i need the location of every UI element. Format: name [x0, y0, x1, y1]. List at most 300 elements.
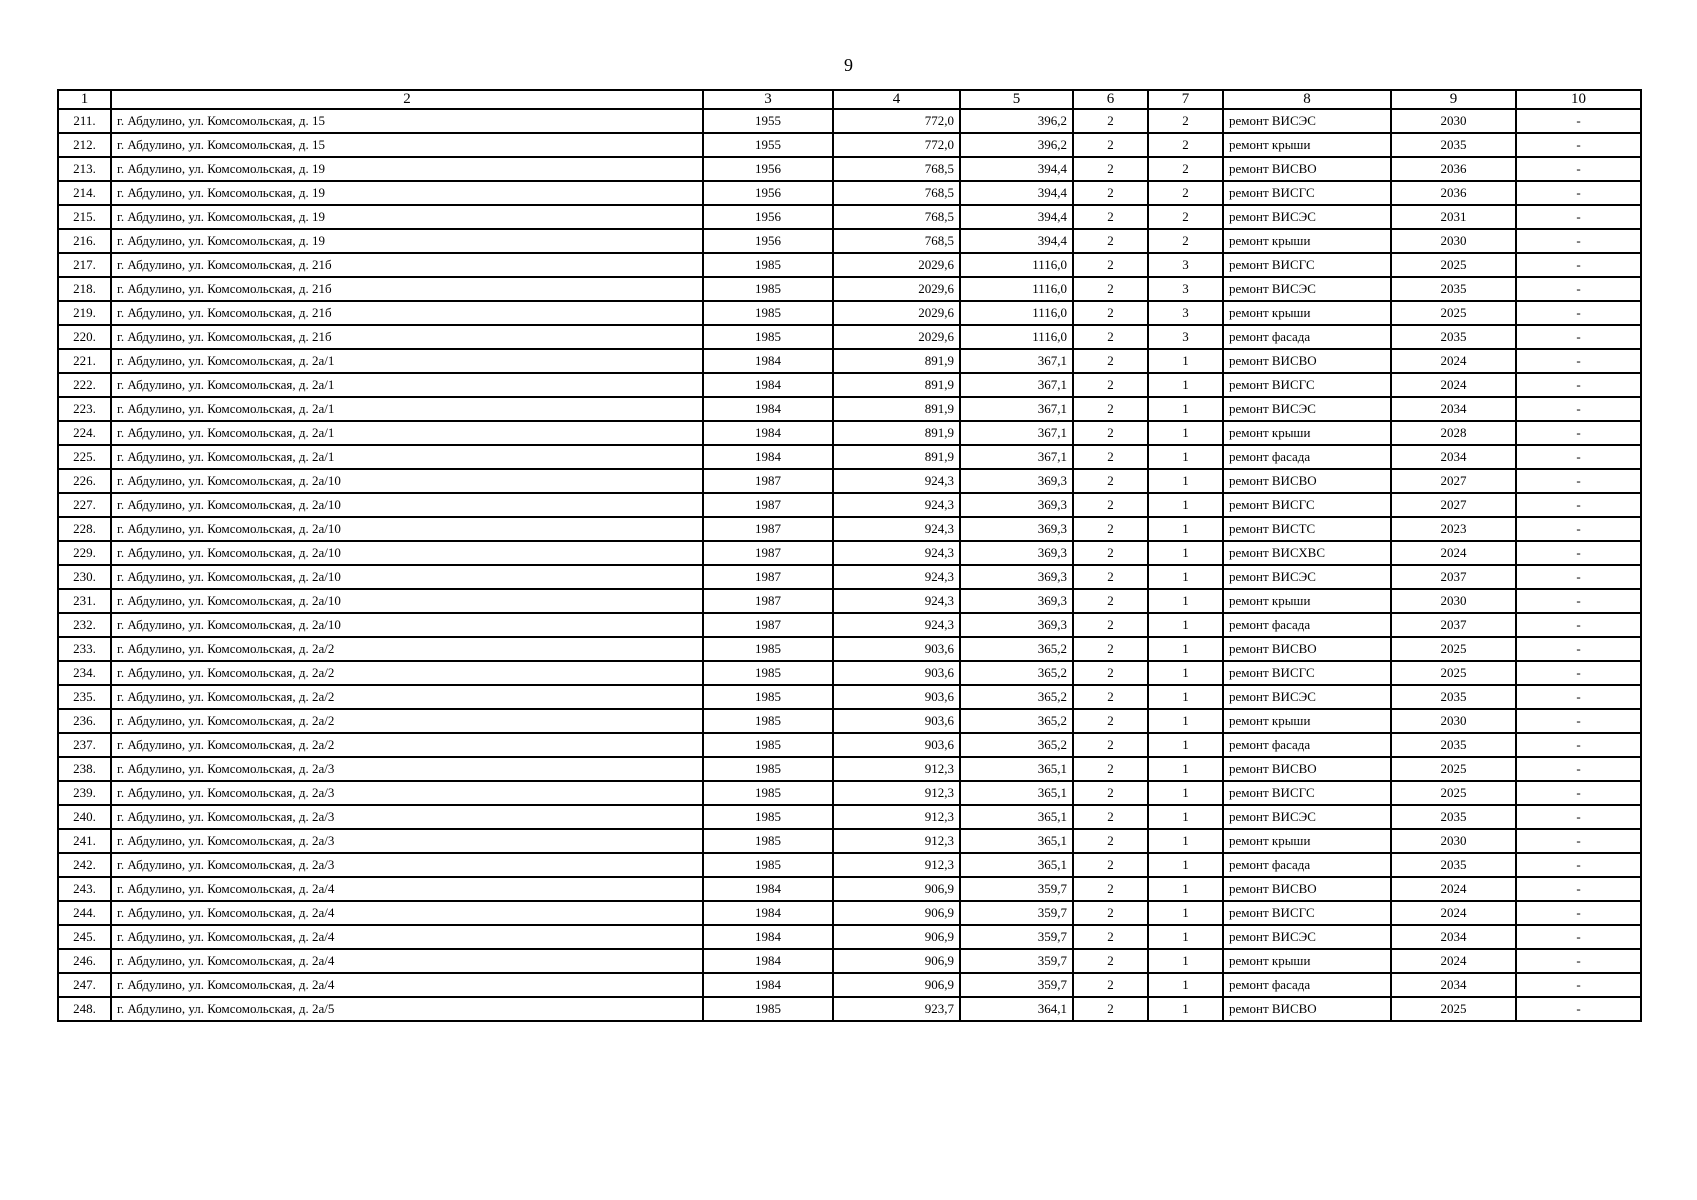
col-planned-year-cell: 2030 [1391, 109, 1516, 133]
col-value-7-cell: 2 [1148, 205, 1223, 229]
table-row [58, 469, 1641, 493]
col-work-type-cell: ремонт ВИСЭС [1223, 277, 1391, 301]
col-number-cell: 230. [58, 565, 111, 589]
col-value-7-cell: 2 [1148, 133, 1223, 157]
col-number-cell: 220. [58, 325, 111, 349]
col-number-cell: 211. [58, 109, 111, 133]
col-work-type-cell: ремонт ВИСЭС [1223, 109, 1391, 133]
col-planned-year-cell: 2037 [1391, 565, 1516, 589]
col-value-6-cell: 2 [1073, 301, 1148, 325]
col-value-6-cell: 2 [1073, 757, 1148, 781]
col-value-6-cell: 2 [1073, 853, 1148, 877]
col-planned-year-cell: 2023 [1391, 517, 1516, 541]
col-value-6-cell: 2 [1073, 925, 1148, 949]
table-row [58, 133, 1641, 157]
table-row [58, 445, 1641, 469]
table-row [58, 901, 1641, 925]
table-row [58, 325, 1641, 349]
col-planned-year-cell: 2025 [1391, 637, 1516, 661]
col-work-type-cell: ремонт ВИСВО [1223, 877, 1391, 901]
col-living-area-cell: 369,3 [960, 613, 1073, 637]
col-total-area-cell: 912,3 [833, 829, 960, 853]
col-year-cell: 1985 [703, 253, 833, 277]
table-row [58, 109, 1641, 133]
table-row [58, 661, 1641, 685]
col-value-7-cell: 1 [1148, 853, 1223, 877]
col-value-7-cell: 1 [1148, 757, 1223, 781]
col-number-cell: 238. [58, 757, 111, 781]
col-work-type-cell: ремонт ВИСЭС [1223, 565, 1391, 589]
col-address-cell: г. Абдулино, ул. Комсомольская, д. 2а/4 [111, 901, 703, 925]
col-address-cell: г. Абдулино, ул. Комсомольская, д. 2а/10 [111, 613, 703, 637]
col-living-area-cell: 1116,0 [960, 253, 1073, 277]
col-work-type-cell: ремонт ВИСГС [1223, 181, 1391, 205]
col-total-area-cell: 903,6 [833, 709, 960, 733]
housing-repair-table [57, 89, 1642, 1022]
col-note-cell: - [1516, 517, 1641, 541]
col-address-cell: г. Абдулино, ул. Комсомольская, д. 2а/3 [111, 829, 703, 853]
table-row [58, 709, 1641, 733]
col-note-cell: - [1516, 925, 1641, 949]
col-number-cell: 237. [58, 733, 111, 757]
col-value-7-cell: 1 [1148, 949, 1223, 973]
col-note-cell: - [1516, 949, 1641, 973]
table-row [58, 829, 1641, 853]
col-address-cell: г. Абдулино, ул. Комсомольская, д. 2а/1 [111, 421, 703, 445]
table-row [58, 973, 1641, 997]
col-work-type-cell: ремонт ВИСВО [1223, 997, 1391, 1021]
table-row [58, 373, 1641, 397]
col-living-area-cell: 367,1 [960, 445, 1073, 469]
col-value-6-cell: 2 [1073, 733, 1148, 757]
table-row [58, 253, 1641, 277]
col-living-area-cell: 1116,0 [960, 277, 1073, 301]
col-planned-year-cell: 2024 [1391, 349, 1516, 373]
header-col-note: 10 [1516, 90, 1641, 109]
col-note-cell: - [1516, 661, 1641, 685]
col-value-7-cell: 1 [1148, 661, 1223, 685]
col-note-cell: - [1516, 277, 1641, 301]
col-total-area-cell: 768,5 [833, 181, 960, 205]
col-value-7-cell: 1 [1148, 877, 1223, 901]
col-year-cell: 1984 [703, 349, 833, 373]
col-planned-year-cell: 2034 [1391, 973, 1516, 997]
col-address-cell: г. Абдулино, ул. Комсомольская, д. 2а/3 [111, 805, 703, 829]
table-row [58, 397, 1641, 421]
col-total-area-cell: 891,9 [833, 373, 960, 397]
col-value-7-cell: 1 [1148, 541, 1223, 565]
col-year-cell: 1985 [703, 781, 833, 805]
col-note-cell: - [1516, 781, 1641, 805]
col-total-area-cell: 924,3 [833, 493, 960, 517]
table-row [58, 349, 1641, 373]
col-year-cell: 1985 [703, 661, 833, 685]
col-number-cell: 248. [58, 997, 111, 1021]
col-value-6-cell: 2 [1073, 517, 1148, 541]
col-number-cell: 241. [58, 829, 111, 853]
col-value-7-cell: 2 [1148, 157, 1223, 181]
table-row [58, 781, 1641, 805]
col-living-area-cell: 396,2 [960, 109, 1073, 133]
col-planned-year-cell: 2024 [1391, 877, 1516, 901]
col-value-6-cell: 2 [1073, 445, 1148, 469]
col-year-cell: 1987 [703, 517, 833, 541]
col-year-cell: 1984 [703, 445, 833, 469]
col-number-cell: 221. [58, 349, 111, 373]
table-row [58, 949, 1641, 973]
col-year-cell: 1987 [703, 613, 833, 637]
col-living-area-cell: 369,3 [960, 517, 1073, 541]
col-living-area-cell: 394,4 [960, 157, 1073, 181]
col-number-cell: 216. [58, 229, 111, 253]
col-value-7-cell: 1 [1148, 613, 1223, 637]
col-year-cell: 1984 [703, 877, 833, 901]
col-work-type-cell: ремонт ВИСГС [1223, 901, 1391, 925]
col-living-area-cell: 369,3 [960, 565, 1073, 589]
col-year-cell: 1956 [703, 205, 833, 229]
col-value-6-cell: 2 [1073, 205, 1148, 229]
col-work-type-cell: ремонт ВИСТС [1223, 517, 1391, 541]
col-number-cell: 240. [58, 805, 111, 829]
col-number-cell: 227. [58, 493, 111, 517]
col-total-area-cell: 924,3 [833, 565, 960, 589]
col-living-area-cell: 369,3 [960, 493, 1073, 517]
col-work-type-cell: ремонт ВИСВО [1223, 637, 1391, 661]
col-work-type-cell: ремонт ВИСГС [1223, 781, 1391, 805]
col-value-7-cell: 2 [1148, 229, 1223, 253]
col-value-6-cell: 2 [1073, 229, 1148, 253]
col-number-cell: 215. [58, 205, 111, 229]
table-row [58, 853, 1641, 877]
table-row [58, 757, 1641, 781]
col-planned-year-cell: 2024 [1391, 373, 1516, 397]
col-living-area-cell: 367,1 [960, 397, 1073, 421]
col-note-cell: - [1516, 397, 1641, 421]
col-year-cell: 1984 [703, 973, 833, 997]
col-planned-year-cell: 2036 [1391, 181, 1516, 205]
col-planned-year-cell: 2030 [1391, 229, 1516, 253]
col-number-cell: 243. [58, 877, 111, 901]
col-value-6-cell: 2 [1073, 493, 1148, 517]
col-address-cell: г. Абдулино, ул. Комсомольская, д. 2а/2 [111, 661, 703, 685]
col-value-6-cell: 2 [1073, 709, 1148, 733]
col-address-cell: г. Абдулино, ул. Комсомольская, д. 2а/10 [111, 517, 703, 541]
col-number-cell: 234. [58, 661, 111, 685]
table-row [58, 685, 1641, 709]
col-value-7-cell: 1 [1148, 565, 1223, 589]
col-total-area-cell: 906,9 [833, 901, 960, 925]
col-note-cell: - [1516, 853, 1641, 877]
table-row [58, 589, 1641, 613]
col-address-cell: г. Абдулино, ул. Комсомольская, д. 2а/4 [111, 925, 703, 949]
col-planned-year-cell: 2035 [1391, 685, 1516, 709]
col-value-7-cell: 1 [1148, 901, 1223, 925]
col-address-cell: г. Абдулино, ул. Комсомольская, д. 2а/1 [111, 445, 703, 469]
col-work-type-cell: ремонт ВИСЭС [1223, 205, 1391, 229]
col-note-cell: - [1516, 997, 1641, 1021]
col-number-cell: 246. [58, 949, 111, 973]
col-note-cell: - [1516, 253, 1641, 277]
col-total-area-cell: 891,9 [833, 349, 960, 373]
col-note-cell: - [1516, 565, 1641, 589]
col-living-area-cell: 394,4 [960, 205, 1073, 229]
col-planned-year-cell: 2035 [1391, 733, 1516, 757]
col-total-area-cell: 772,0 [833, 109, 960, 133]
col-number-cell: 242. [58, 853, 111, 877]
col-address-cell: г. Абдулино, ул. Комсомольская, д. 2а/2 [111, 637, 703, 661]
col-year-cell: 1956 [703, 229, 833, 253]
col-work-type-cell: ремонт крыши [1223, 133, 1391, 157]
col-year-cell: 1985 [703, 853, 833, 877]
col-year-cell: 1985 [703, 325, 833, 349]
col-planned-year-cell: 2037 [1391, 613, 1516, 637]
col-total-area-cell: 912,3 [833, 805, 960, 829]
col-number-cell: 213. [58, 157, 111, 181]
col-number-cell: 232. [58, 613, 111, 637]
col-living-area-cell: 365,1 [960, 853, 1073, 877]
col-note-cell: - [1516, 181, 1641, 205]
col-living-area-cell: 365,1 [960, 805, 1073, 829]
col-value-6-cell: 2 [1073, 349, 1148, 373]
col-value-7-cell: 1 [1148, 589, 1223, 613]
col-total-area-cell: 923,7 [833, 997, 960, 1021]
col-total-area-cell: 903,6 [833, 637, 960, 661]
col-value-7-cell: 1 [1148, 685, 1223, 709]
table-row [58, 637, 1641, 661]
col-planned-year-cell: 2025 [1391, 253, 1516, 277]
col-address-cell: г. Абдулино, ул. Комсомольская, д. 2а/2 [111, 733, 703, 757]
col-note-cell: - [1516, 901, 1641, 925]
header-row [58, 90, 1641, 109]
col-value-7-cell: 1 [1148, 397, 1223, 421]
col-total-area-cell: 2029,6 [833, 253, 960, 277]
col-work-type-cell: ремонт ВИСВО [1223, 469, 1391, 493]
col-work-type-cell: ремонт ВИСГС [1223, 493, 1391, 517]
col-address-cell: г. Абдулино, ул. Комсомольская, д. 2а/10 [111, 589, 703, 613]
col-work-type-cell: ремонт крыши [1223, 301, 1391, 325]
col-value-6-cell: 2 [1073, 949, 1148, 973]
col-address-cell: г. Абдулино, ул. Комсомольская, д. 2а/5 [111, 997, 703, 1021]
col-work-type-cell: ремонт ВИСГС [1223, 373, 1391, 397]
col-address-cell: г. Абдулино, ул. Комсомольская, д. 21б [111, 325, 703, 349]
col-address-cell: г. Абдулино, ул. Комсомольская, д. 2а/10 [111, 565, 703, 589]
col-living-area-cell: 365,1 [960, 757, 1073, 781]
col-value-7-cell: 1 [1148, 805, 1223, 829]
col-living-area-cell: 369,3 [960, 589, 1073, 613]
col-value-7-cell: 3 [1148, 301, 1223, 325]
col-note-cell: - [1516, 637, 1641, 661]
col-living-area-cell: 365,1 [960, 781, 1073, 805]
col-note-cell: - [1516, 469, 1641, 493]
col-value-7-cell: 1 [1148, 829, 1223, 853]
col-year-cell: 1987 [703, 541, 833, 565]
col-work-type-cell: ремонт ВИСЭС [1223, 685, 1391, 709]
col-value-6-cell: 2 [1073, 613, 1148, 637]
col-address-cell: г. Абдулино, ул. Комсомольская, д. 2а/3 [111, 853, 703, 877]
col-total-area-cell: 768,5 [833, 205, 960, 229]
col-value-7-cell: 1 [1148, 997, 1223, 1021]
col-number-cell: 228. [58, 517, 111, 541]
col-year-cell: 1956 [703, 157, 833, 181]
col-value-6-cell: 2 [1073, 397, 1148, 421]
col-year-cell: 1987 [703, 493, 833, 517]
col-work-type-cell: ремонт ВИСГС [1223, 661, 1391, 685]
col-value-6-cell: 2 [1073, 541, 1148, 565]
table-row [58, 877, 1641, 901]
col-living-area-cell: 359,7 [960, 949, 1073, 973]
col-number-cell: 239. [58, 781, 111, 805]
col-year-cell: 1984 [703, 421, 833, 445]
col-total-area-cell: 906,9 [833, 949, 960, 973]
header-col-planned-year: 9 [1391, 90, 1516, 109]
col-work-type-cell: ремонт фасада [1223, 325, 1391, 349]
col-note-cell: - [1516, 709, 1641, 733]
col-value-6-cell: 2 [1073, 277, 1148, 301]
col-work-type-cell: ремонт фасада [1223, 613, 1391, 637]
col-address-cell: г. Абдулино, ул. Комсомольская, д. 19 [111, 205, 703, 229]
col-year-cell: 1985 [703, 637, 833, 661]
col-work-type-cell: ремонт фасада [1223, 733, 1391, 757]
col-value-7-cell: 1 [1148, 733, 1223, 757]
col-number-cell: 223. [58, 397, 111, 421]
col-note-cell: - [1516, 445, 1641, 469]
col-planned-year-cell: 2034 [1391, 397, 1516, 421]
col-value-7-cell: 1 [1148, 445, 1223, 469]
col-number-cell: 233. [58, 637, 111, 661]
col-value-6-cell: 2 [1073, 829, 1148, 853]
col-work-type-cell: ремонт крыши [1223, 709, 1391, 733]
col-value-7-cell: 3 [1148, 277, 1223, 301]
col-address-cell: г. Абдулино, ул. Комсомольская, д. 2а/3 [111, 757, 703, 781]
col-value-6-cell: 2 [1073, 877, 1148, 901]
col-work-type-cell: ремонт ВИСВО [1223, 757, 1391, 781]
col-address-cell: г. Абдулино, ул. Комсомольская, д. 2а/1 [111, 373, 703, 397]
col-address-cell: г. Абдулино, ул. Комсомольская, д. 2а/10 [111, 469, 703, 493]
col-note-cell: - [1516, 229, 1641, 253]
table-row [58, 805, 1641, 829]
col-value-6-cell: 2 [1073, 997, 1148, 1021]
col-total-area-cell: 891,9 [833, 397, 960, 421]
col-value-6-cell: 2 [1073, 133, 1148, 157]
table-row [58, 517, 1641, 541]
col-year-cell: 1985 [703, 829, 833, 853]
col-planned-year-cell: 2035 [1391, 853, 1516, 877]
col-number-cell: 212. [58, 133, 111, 157]
col-total-area-cell: 906,9 [833, 925, 960, 949]
col-planned-year-cell: 2025 [1391, 757, 1516, 781]
table-row [58, 925, 1641, 949]
col-planned-year-cell: 2025 [1391, 781, 1516, 805]
col-value-6-cell: 2 [1073, 565, 1148, 589]
col-total-area-cell: 912,3 [833, 781, 960, 805]
col-year-cell: 1987 [703, 469, 833, 493]
col-total-area-cell: 906,9 [833, 877, 960, 901]
col-living-area-cell: 369,3 [960, 541, 1073, 565]
table-row [58, 229, 1641, 253]
col-living-area-cell: 359,7 [960, 925, 1073, 949]
col-total-area-cell: 924,3 [833, 613, 960, 637]
col-number-cell: 236. [58, 709, 111, 733]
col-work-type-cell: ремонт ВИСГС [1223, 253, 1391, 277]
col-value-7-cell: 2 [1148, 109, 1223, 133]
col-planned-year-cell: 2035 [1391, 325, 1516, 349]
header-col-value-7: 7 [1148, 90, 1223, 109]
table-body [58, 109, 1641, 1021]
header-col-total-area: 4 [833, 90, 960, 109]
col-note-cell: - [1516, 373, 1641, 397]
col-value-6-cell: 2 [1073, 469, 1148, 493]
col-living-area-cell: 365,2 [960, 709, 1073, 733]
col-value-7-cell: 2 [1148, 181, 1223, 205]
col-living-area-cell: 364,1 [960, 997, 1073, 1021]
col-total-area-cell: 768,5 [833, 229, 960, 253]
col-year-cell: 1955 [703, 133, 833, 157]
col-address-cell: г. Абдулино, ул. Комсомольская, д. 2а/4 [111, 949, 703, 973]
col-address-cell: г. Абдулино, ул. Комсомольская, д. 2а/1 [111, 349, 703, 373]
col-value-7-cell: 1 [1148, 517, 1223, 541]
col-year-cell: 1956 [703, 181, 833, 205]
col-address-cell: г. Абдулино, ул. Комсомольская, д. 21б [111, 277, 703, 301]
table-row [58, 277, 1641, 301]
col-number-cell: 229. [58, 541, 111, 565]
col-living-area-cell: 365,2 [960, 661, 1073, 685]
col-note-cell: - [1516, 613, 1641, 637]
col-total-area-cell: 924,3 [833, 469, 960, 493]
col-note-cell: - [1516, 541, 1641, 565]
col-total-area-cell: 912,3 [833, 757, 960, 781]
col-work-type-cell: ремонт крыши [1223, 829, 1391, 853]
col-value-7-cell: 1 [1148, 421, 1223, 445]
col-address-cell: г. Абдулино, ул. Комсомольская, д. 2а/1 [111, 397, 703, 421]
col-number-cell: 217. [58, 253, 111, 277]
col-number-cell: 247. [58, 973, 111, 997]
col-number-cell: 219. [58, 301, 111, 325]
col-total-area-cell: 768,5 [833, 157, 960, 181]
col-living-area-cell: 359,7 [960, 877, 1073, 901]
col-address-cell: г. Абдулино, ул. Комсомольская, д. 15 [111, 133, 703, 157]
header-col-address: 2 [111, 90, 703, 109]
col-total-area-cell: 924,3 [833, 589, 960, 613]
col-value-7-cell: 1 [1148, 637, 1223, 661]
col-note-cell: - [1516, 205, 1641, 229]
col-planned-year-cell: 2027 [1391, 493, 1516, 517]
col-planned-year-cell: 2030 [1391, 709, 1516, 733]
col-total-area-cell: 903,6 [833, 661, 960, 685]
table-header [58, 90, 1641, 109]
col-address-cell: г. Абдулино, ул. Комсомольская, д. 19 [111, 181, 703, 205]
col-total-area-cell: 924,3 [833, 541, 960, 565]
table-row [58, 157, 1641, 181]
col-total-area-cell: 2029,6 [833, 325, 960, 349]
col-address-cell: г. Абдулино, ул. Комсомольская, д. 2а/10 [111, 493, 703, 517]
table-row [58, 565, 1641, 589]
col-year-cell: 1985 [703, 301, 833, 325]
col-planned-year-cell: 2035 [1391, 277, 1516, 301]
header-col-number: 1 [58, 90, 111, 109]
table-row [58, 421, 1641, 445]
col-address-cell: г. Абдулино, ул. Комсомольская, д. 2а/4 [111, 877, 703, 901]
col-total-area-cell: 903,6 [833, 685, 960, 709]
col-value-6-cell: 2 [1073, 421, 1148, 445]
col-value-6-cell: 2 [1073, 661, 1148, 685]
col-total-area-cell: 903,6 [833, 733, 960, 757]
header-col-work-type: 8 [1223, 90, 1391, 109]
col-work-type-cell: ремонт ВИСВО [1223, 349, 1391, 373]
col-note-cell: - [1516, 157, 1641, 181]
col-planned-year-cell: 2025 [1391, 997, 1516, 1021]
col-year-cell: 1984 [703, 373, 833, 397]
table-row [58, 733, 1641, 757]
